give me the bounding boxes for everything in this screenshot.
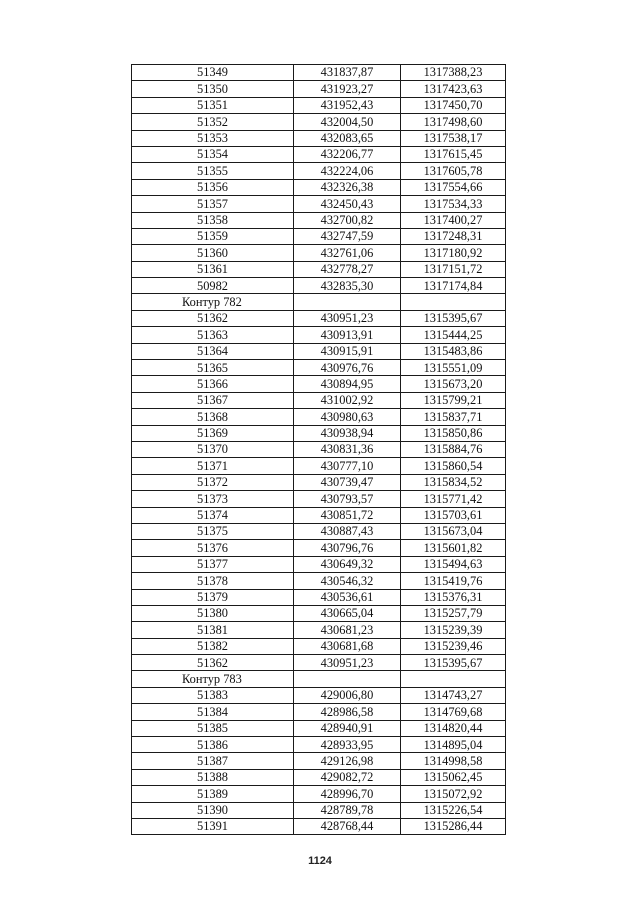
table-row xyxy=(132,573,506,589)
y-coordinate-cell: 1317388,23 xyxy=(401,65,506,81)
y-coordinate-cell: 1317248,31 xyxy=(401,228,506,244)
point-id-cell: 51380 xyxy=(132,605,294,621)
point-id-cell: 51372 xyxy=(132,474,294,490)
x-coordinate-cell: 430851,72 xyxy=(294,507,401,523)
x-coordinate-cell: 430913,91 xyxy=(294,327,401,343)
x-coordinate-cell: 430938,94 xyxy=(294,425,401,441)
table-row xyxy=(132,163,506,179)
table-row xyxy=(132,376,506,392)
point-id-cell: 50982 xyxy=(132,278,294,294)
point-id-cell: 51381 xyxy=(132,622,294,638)
point-id-cell: 51359 xyxy=(132,228,294,244)
y-coordinate-cell: 1315601,82 xyxy=(401,540,506,556)
table-row xyxy=(132,638,506,654)
coordinates-table xyxy=(131,64,506,835)
point-id-cell: 51356 xyxy=(132,179,294,195)
x-coordinate-cell: 428768,44 xyxy=(294,818,401,834)
x-coordinate-cell: 430951,23 xyxy=(294,310,401,326)
empty-cell xyxy=(294,671,401,687)
point-id-cell: 51365 xyxy=(132,360,294,376)
x-coordinate-cell: 430915,91 xyxy=(294,343,401,359)
x-coordinate-cell: 428940,91 xyxy=(294,720,401,736)
table-row xyxy=(132,245,506,261)
y-coordinate-cell: 1315884,76 xyxy=(401,441,506,457)
table-row xyxy=(132,556,506,572)
point-id-cell: 51350 xyxy=(132,81,294,97)
x-coordinate-cell: 431837,87 xyxy=(294,65,401,81)
y-coordinate-cell: 1317498,60 xyxy=(401,114,506,130)
y-coordinate-cell: 1315062,45 xyxy=(401,769,506,785)
x-coordinate-cell: 432835,30 xyxy=(294,278,401,294)
x-coordinate-cell: 430831,36 xyxy=(294,441,401,457)
y-coordinate-cell: 1315444,25 xyxy=(401,327,506,343)
point-id-cell: 51360 xyxy=(132,245,294,261)
point-id-cell: 51374 xyxy=(132,507,294,523)
y-coordinate-cell: 1315850,86 xyxy=(401,425,506,441)
table-row xyxy=(132,720,506,736)
table-row xyxy=(132,228,506,244)
table-row xyxy=(132,737,506,753)
y-coordinate-cell: 1315419,76 xyxy=(401,573,506,589)
x-coordinate-cell: 430649,32 xyxy=(294,556,401,572)
point-id-cell: 51371 xyxy=(132,458,294,474)
y-coordinate-cell: 1317151,72 xyxy=(401,261,506,277)
table-row xyxy=(132,327,506,343)
point-id-cell: 51363 xyxy=(132,327,294,343)
x-coordinate-cell: 430739,47 xyxy=(294,474,401,490)
point-id-cell: 51353 xyxy=(132,130,294,146)
y-coordinate-cell: 1315239,46 xyxy=(401,638,506,654)
table-row xyxy=(132,589,506,605)
y-coordinate-cell: 1317400,27 xyxy=(401,212,506,228)
point-id-cell: 51367 xyxy=(132,392,294,408)
point-id-cell: 51358 xyxy=(132,212,294,228)
y-coordinate-cell: 1314895,04 xyxy=(401,737,506,753)
y-coordinate-cell: 1315257,79 xyxy=(401,605,506,621)
point-id-cell: 51385 xyxy=(132,720,294,736)
contour-header-row xyxy=(132,671,506,687)
y-coordinate-cell: 1315494,63 xyxy=(401,556,506,572)
point-id-cell: 51387 xyxy=(132,753,294,769)
table-row xyxy=(132,278,506,294)
table-row xyxy=(132,392,506,408)
table-row xyxy=(132,655,506,671)
y-coordinate-cell: 1317450,70 xyxy=(401,97,506,113)
point-id-cell: 51357 xyxy=(132,196,294,212)
y-coordinate-cell: 1315771,42 xyxy=(401,491,506,507)
table-row xyxy=(132,179,506,195)
table-row xyxy=(132,474,506,490)
y-coordinate-cell: 1317174,84 xyxy=(401,278,506,294)
point-id-cell: 51362 xyxy=(132,655,294,671)
x-coordinate-cell: 431923,27 xyxy=(294,81,401,97)
table-row xyxy=(132,769,506,785)
x-coordinate-cell: 432083,65 xyxy=(294,130,401,146)
x-coordinate-cell: 430546,32 xyxy=(294,573,401,589)
x-coordinate-cell: 429006,80 xyxy=(294,687,401,703)
table-row xyxy=(132,507,506,523)
x-coordinate-cell: 432004,50 xyxy=(294,114,401,130)
x-coordinate-cell: 430777,10 xyxy=(294,458,401,474)
x-coordinate-cell: 432700,82 xyxy=(294,212,401,228)
y-coordinate-cell: 1317554,66 xyxy=(401,179,506,195)
point-id-cell: 51389 xyxy=(132,786,294,802)
table-row xyxy=(132,81,506,97)
x-coordinate-cell: 428996,70 xyxy=(294,786,401,802)
table-row xyxy=(132,65,506,81)
contour-label: Контур 783 xyxy=(132,671,294,687)
y-coordinate-cell: 1315072,92 xyxy=(401,786,506,802)
point-id-cell: 51376 xyxy=(132,540,294,556)
page-number: 1124 xyxy=(308,855,332,867)
x-coordinate-cell: 432761,06 xyxy=(294,245,401,261)
table-row xyxy=(132,261,506,277)
empty-cell xyxy=(401,671,506,687)
y-coordinate-cell: 1315286,44 xyxy=(401,818,506,834)
table-row xyxy=(132,146,506,162)
x-coordinate-cell: 432206,77 xyxy=(294,146,401,162)
x-coordinate-cell: 430681,23 xyxy=(294,622,401,638)
table-row xyxy=(132,687,506,703)
x-coordinate-cell: 432747,59 xyxy=(294,228,401,244)
y-coordinate-cell: 1315703,61 xyxy=(401,507,506,523)
table-row xyxy=(132,540,506,556)
table-row xyxy=(132,786,506,802)
coordinates-table-body xyxy=(132,65,506,835)
y-coordinate-cell: 1315226,54 xyxy=(401,802,506,818)
x-coordinate-cell: 430796,76 xyxy=(294,540,401,556)
point-id-cell: 51368 xyxy=(132,409,294,425)
empty-cell xyxy=(401,294,506,310)
point-id-cell: 51349 xyxy=(132,65,294,81)
point-id-cell: 51364 xyxy=(132,343,294,359)
point-id-cell: 51378 xyxy=(132,573,294,589)
y-coordinate-cell: 1315395,67 xyxy=(401,655,506,671)
point-id-cell: 51362 xyxy=(132,310,294,326)
y-coordinate-cell: 1315673,04 xyxy=(401,523,506,539)
table-row xyxy=(132,622,506,638)
y-coordinate-cell: 1317605,78 xyxy=(401,163,506,179)
table-row xyxy=(132,753,506,769)
y-coordinate-cell: 1317538,17 xyxy=(401,130,506,146)
x-coordinate-cell: 428986,58 xyxy=(294,704,401,720)
table-row xyxy=(132,704,506,720)
table-row xyxy=(132,523,506,539)
point-id-cell: 51388 xyxy=(132,769,294,785)
contour-label: Контур 782 xyxy=(132,294,294,310)
point-id-cell: 51373 xyxy=(132,491,294,507)
table-row xyxy=(132,310,506,326)
y-coordinate-cell: 1314820,44 xyxy=(401,720,506,736)
x-coordinate-cell: 430894,95 xyxy=(294,376,401,392)
point-id-cell: 51352 xyxy=(132,114,294,130)
x-coordinate-cell: 432224,06 xyxy=(294,163,401,179)
y-coordinate-cell: 1315395,67 xyxy=(401,310,506,326)
y-coordinate-cell: 1317423,63 xyxy=(401,81,506,97)
table-row xyxy=(132,605,506,621)
table-row xyxy=(132,458,506,474)
table-row xyxy=(132,409,506,425)
x-coordinate-cell: 429082,72 xyxy=(294,769,401,785)
x-coordinate-cell: 430793,57 xyxy=(294,491,401,507)
y-coordinate-cell: 1315673,20 xyxy=(401,376,506,392)
point-id-cell: 51384 xyxy=(132,704,294,720)
y-coordinate-cell: 1315239,39 xyxy=(401,622,506,638)
x-coordinate-cell: 430681,68 xyxy=(294,638,401,654)
y-coordinate-cell: 1314998,58 xyxy=(401,753,506,769)
x-coordinate-cell: 431002,92 xyxy=(294,392,401,408)
point-id-cell: 51354 xyxy=(132,146,294,162)
x-coordinate-cell: 428789,78 xyxy=(294,802,401,818)
x-coordinate-cell: 430976,76 xyxy=(294,360,401,376)
point-id-cell: 51377 xyxy=(132,556,294,572)
y-coordinate-cell: 1317180,92 xyxy=(401,245,506,261)
point-id-cell: 51366 xyxy=(132,376,294,392)
table-row xyxy=(132,818,506,834)
x-coordinate-cell: 432326,38 xyxy=(294,179,401,195)
x-coordinate-cell: 430951,23 xyxy=(294,655,401,671)
table-row xyxy=(132,212,506,228)
x-coordinate-cell: 430980,63 xyxy=(294,409,401,425)
point-id-cell: 51361 xyxy=(132,261,294,277)
point-id-cell: 51390 xyxy=(132,802,294,818)
y-coordinate-cell: 1314743,27 xyxy=(401,687,506,703)
point-id-cell: 51351 xyxy=(132,97,294,113)
y-coordinate-cell: 1315551,09 xyxy=(401,360,506,376)
y-coordinate-cell: 1314769,68 xyxy=(401,704,506,720)
table-row xyxy=(132,441,506,457)
point-id-cell: 51369 xyxy=(132,425,294,441)
y-coordinate-cell: 1315799,21 xyxy=(401,392,506,408)
y-coordinate-cell: 1315376,31 xyxy=(401,589,506,605)
y-coordinate-cell: 1315837,71 xyxy=(401,409,506,425)
y-coordinate-cell: 1315483,86 xyxy=(401,343,506,359)
empty-cell xyxy=(294,294,401,310)
table-row xyxy=(132,491,506,507)
point-id-cell: 51386 xyxy=(132,737,294,753)
x-coordinate-cell: 428933,95 xyxy=(294,737,401,753)
table-row xyxy=(132,343,506,359)
point-id-cell: 51382 xyxy=(132,638,294,654)
x-coordinate-cell: 432450,43 xyxy=(294,196,401,212)
y-coordinate-cell: 1315860,54 xyxy=(401,458,506,474)
table-row xyxy=(132,97,506,113)
point-id-cell: 51375 xyxy=(132,523,294,539)
y-coordinate-cell: 1315834,52 xyxy=(401,474,506,490)
table-row xyxy=(132,114,506,130)
x-coordinate-cell: 429126,98 xyxy=(294,753,401,769)
point-id-cell: 51379 xyxy=(132,589,294,605)
point-id-cell: 51383 xyxy=(132,687,294,703)
table-row xyxy=(132,425,506,441)
table-row xyxy=(132,130,506,146)
point-id-cell: 51355 xyxy=(132,163,294,179)
x-coordinate-cell: 431952,43 xyxy=(294,97,401,113)
x-coordinate-cell: 430887,43 xyxy=(294,523,401,539)
x-coordinate-cell: 430536,61 xyxy=(294,589,401,605)
table-row xyxy=(132,802,506,818)
point-id-cell: 51391 xyxy=(132,818,294,834)
table-row xyxy=(132,360,506,376)
point-id-cell: 51370 xyxy=(132,441,294,457)
x-coordinate-cell: 430665,04 xyxy=(294,605,401,621)
y-coordinate-cell: 1317615,45 xyxy=(401,146,506,162)
table-row xyxy=(132,196,506,212)
x-coordinate-cell: 432778,27 xyxy=(294,261,401,277)
y-coordinate-cell: 1317534,33 xyxy=(401,196,506,212)
contour-header-row xyxy=(132,294,506,310)
